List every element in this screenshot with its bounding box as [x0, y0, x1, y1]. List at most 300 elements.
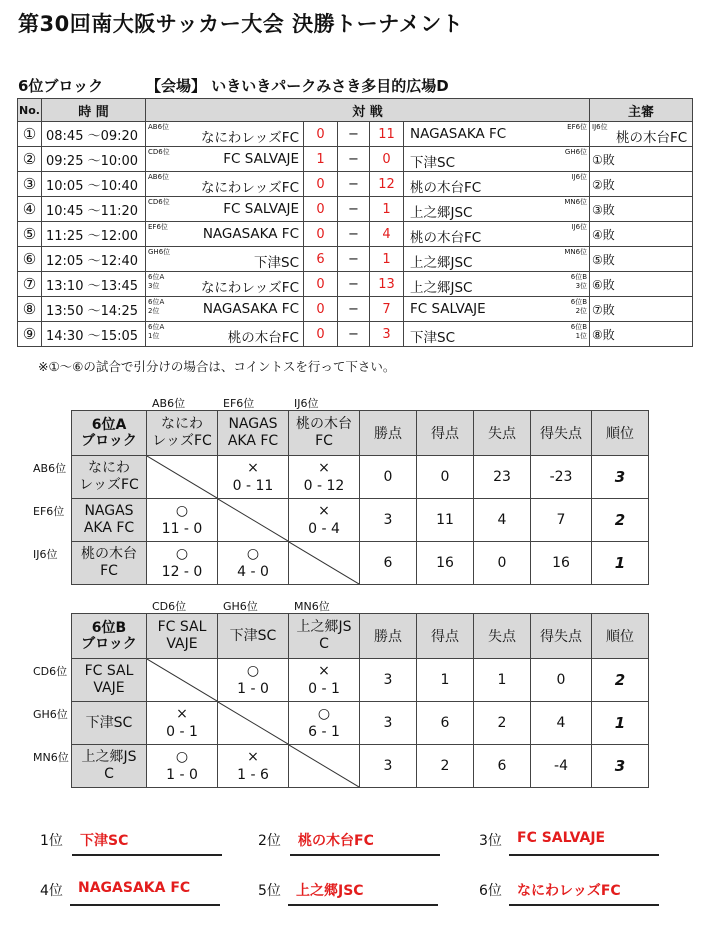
stat-value: 6 [360, 542, 417, 585]
block-label-line: 6位B [91, 620, 127, 636]
row-seed-tag: MN6位 [33, 751, 69, 764]
stat-value: 2 [417, 745, 474, 788]
stat-value: -23 [531, 456, 592, 499]
row-seed-tag: AB6位 [33, 462, 67, 475]
stat-value: 6 [474, 745, 531, 788]
header-referee: 主審 [590, 99, 693, 122]
stat-header: 順位 [592, 411, 649, 456]
referee-cell [590, 222, 693, 247]
away-score: 7 [370, 297, 404, 322]
row-team-line: 下津SC [85, 714, 133, 731]
result-score: 12 - 0 [161, 564, 203, 580]
away-seed-tag: GH6位 [564, 148, 588, 156]
ranking-entry [258, 880, 438, 910]
match-time: 10:45 ～11:20 [42, 197, 146, 222]
rank-value: 2 [592, 659, 649, 702]
away-seed-tag: 6位B [570, 323, 588, 331]
row-team [72, 659, 147, 702]
loss-mark: × [318, 460, 330, 476]
home-seed-tag: CD6位 [148, 148, 170, 156]
stat-value: 7 [531, 499, 592, 542]
result-cell [289, 659, 360, 702]
stat-header: 失点 [474, 614, 531, 659]
referee-cell [590, 297, 693, 322]
away-team-cell [404, 297, 590, 322]
result-cell [147, 745, 218, 788]
result-score: 1 - 0 [166, 767, 198, 783]
match-no: ④ [18, 197, 42, 222]
row-team-line: 上之郷JS [81, 749, 137, 765]
away-seed-tag-2: 2位 [575, 307, 588, 315]
diagonal-cell [147, 659, 218, 702]
column-team [289, 614, 360, 659]
home-team-cell [146, 172, 304, 197]
stat-value: 11 [417, 499, 474, 542]
match-time: 10:05 ～10:40 [42, 172, 146, 197]
score-dash: − [338, 247, 370, 272]
win-mark: ○ [317, 706, 331, 722]
away-team: 上之郷JSC [410, 205, 473, 221]
home-team-cell [146, 322, 304, 347]
block-label [72, 614, 147, 659]
away-seed-tag: IJ6位 [571, 223, 588, 231]
rank-value: 3 [592, 745, 649, 788]
match-no: ⑨ [18, 322, 42, 347]
result-cell [147, 499, 218, 542]
loss-mark: × [247, 460, 259, 476]
column-team [147, 411, 218, 456]
match-row [18, 197, 693, 222]
stat-header: 得失点 [531, 411, 592, 456]
win-mark: ○ [175, 503, 189, 519]
block-label [72, 411, 147, 456]
row-seed-tag: IJ6位 [33, 548, 58, 561]
column-team-line: FC SAL [157, 619, 207, 635]
header-time: 時 間 [42, 99, 146, 122]
away-seed-tag: MN6位 [564, 248, 588, 256]
ranking-team: なにわレッズFC [517, 883, 621, 899]
stat-value: 2 [474, 702, 531, 745]
stat-value: -4 [531, 745, 592, 788]
row-team-line: FC [100, 563, 118, 579]
diagonal-cell [218, 499, 289, 542]
home-seed-tag-2: 1位 [148, 332, 160, 340]
referee-cell [590, 122, 693, 147]
row-team-line: NAGAS [84, 503, 134, 519]
column-team-line: AKA FC [227, 433, 279, 449]
referee: ③敗 [592, 203, 615, 217]
match-time: 13:50 ～14:25 [42, 297, 146, 322]
referee: ⑧敗 [592, 328, 615, 342]
ranking-team: 桃の木台FC [298, 833, 374, 849]
result-cell [218, 745, 289, 788]
home-team: 桃の木台FC [227, 330, 299, 346]
ranking-entry [479, 880, 659, 910]
home-seed-tag: GH6位 [148, 248, 171, 256]
diagonal-cell [147, 456, 218, 499]
home-seed-tag: EF6位 [148, 223, 168, 231]
score-dash: − [338, 197, 370, 222]
away-score: 4 [370, 222, 404, 247]
column-team-line: 上之郷JS [296, 619, 352, 635]
away-seed-tag: IJ6位 [571, 173, 588, 181]
row-team-line: FC SAL [84, 663, 134, 679]
win-mark: ○ [246, 663, 260, 679]
home-team: なにわレッズFC [200, 280, 299, 296]
result-score: 6 - 1 [308, 724, 340, 740]
stat-value: 6 [417, 702, 474, 745]
match-time: 13:10 ～13:45 [42, 272, 146, 297]
home-score: 0 [304, 322, 338, 347]
referee-cell [590, 247, 693, 272]
home-team-cell [146, 222, 304, 247]
stat-value: 0 [417, 456, 474, 499]
column-team-line: C [319, 636, 329, 652]
row-team-line: C [104, 766, 114, 782]
home-team: なにわレッズFC [200, 180, 299, 196]
home-team-cell [146, 247, 304, 272]
diagonal-cell [289, 745, 360, 788]
match-no: ⑥ [18, 247, 42, 272]
result-cell [147, 542, 218, 585]
stat-value: 16 [417, 542, 474, 585]
referee: ④敗 [592, 228, 615, 242]
match-row [18, 147, 693, 172]
stat-header: 順位 [592, 614, 649, 659]
home-score: 6 [304, 247, 338, 272]
ranking-place: 2位 [258, 833, 281, 849]
result-cell [218, 456, 289, 499]
away-score: 13 [370, 272, 404, 297]
stat-value: 4 [474, 499, 531, 542]
match-header-row [18, 99, 693, 122]
result-score: 4 - 0 [237, 564, 269, 580]
loss-mark: × [247, 749, 259, 765]
column-team-line: NAGAS [228, 416, 278, 432]
result-score: 0 - 4 [308, 521, 340, 537]
tiebreak-note: ※①～⑥の試合で引分けの場合は、コイントスを行って下さい。 [38, 359, 396, 374]
result-score: 0 - 1 [308, 681, 340, 697]
stat-value: 3 [360, 702, 417, 745]
away-seed-tag-2: 1位 [575, 332, 588, 340]
column-team-line: なにわ [161, 416, 203, 432]
home-seed-tag-2: 2位 [148, 307, 160, 315]
home-seed-tag: AB6位 [148, 173, 170, 181]
home-score: 1 [304, 147, 338, 172]
match-row [18, 272, 693, 297]
match-time: 11:25 ～12:00 [42, 222, 146, 247]
away-seed-tag: MN6位 [564, 198, 588, 206]
result-score: 0 - 12 [303, 478, 345, 494]
away-score: 11 [370, 122, 404, 147]
stat-header: 勝点 [360, 411, 417, 456]
match-no: ⑧ [18, 297, 42, 322]
block-label-line: ブロック [81, 433, 137, 449]
ranking-entry [258, 830, 438, 860]
ranking-underline [72, 854, 222, 856]
result-score: 0 - 11 [232, 478, 274, 494]
ranking-team: 上之郷JSC [296, 883, 364, 899]
column-seed-tag: MN6位 [294, 600, 330, 613]
ranking-underline [290, 854, 440, 856]
result-score: 11 - 0 [161, 521, 203, 537]
rank-value: 1 [592, 702, 649, 745]
column-team [289, 411, 360, 456]
stat-value: 1 [417, 659, 474, 702]
league-header-row [72, 411, 649, 456]
column-team [218, 614, 289, 659]
page-title: 第30回南大阪サッカー大会 決勝トーナメント [18, 12, 464, 36]
match-no: ⑦ [18, 272, 42, 297]
league-row [72, 745, 649, 788]
match-no: ③ [18, 172, 42, 197]
stat-header: 得点 [417, 411, 474, 456]
score-dash: − [338, 297, 370, 322]
home-team-cell [146, 297, 304, 322]
away-seed-tag: EF6位 [567, 123, 588, 131]
away-seed-tag: 6位B [570, 298, 588, 306]
score-dash: − [338, 222, 370, 247]
row-team-line: レッズFC [79, 477, 139, 493]
home-team: NAGASAKA FC [202, 226, 299, 242]
header-no: No. [18, 99, 42, 122]
away-team: 上之郷JSC [410, 255, 473, 271]
stat-value: 4 [531, 702, 592, 745]
row-team-line: 桃の木台 [81, 546, 137, 562]
score-dash: − [338, 147, 370, 172]
leagueA-table [71, 410, 649, 585]
referee-cell [590, 322, 693, 347]
row-team [72, 745, 147, 788]
home-seed-tag: 6位A [148, 323, 165, 331]
column-team-line: 桃の木台 [296, 416, 352, 432]
diagonal-cell [218, 702, 289, 745]
match-schedule-table [17, 98, 693, 347]
stat-value: 0 [360, 456, 417, 499]
league-row [72, 456, 649, 499]
home-score: 0 [304, 222, 338, 247]
referee: 桃の木台FC [616, 130, 688, 146]
ranking-place: 3位 [479, 833, 502, 849]
block-name: 6位ブロック [18, 77, 104, 95]
away-team-cell [404, 322, 590, 347]
row-seed-tag: GH6位 [33, 708, 68, 721]
away-team-cell [404, 147, 590, 172]
match-row [18, 172, 693, 197]
result-cell [218, 542, 289, 585]
home-seed-tag: CD6位 [148, 198, 170, 206]
away-team-cell [404, 222, 590, 247]
row-team-line: VAJE [93, 680, 125, 696]
stat-header: 失点 [474, 411, 531, 456]
away-score: 12 [370, 172, 404, 197]
match-time: 12:05 ～12:40 [42, 247, 146, 272]
ranking-entry [479, 830, 659, 860]
stat-value: 1 [474, 659, 531, 702]
referee-cell [590, 147, 693, 172]
ranking-place: 1位 [40, 833, 63, 849]
league-row [72, 659, 649, 702]
referee: ⑦敗 [592, 303, 615, 317]
match-time: 09:25 ～10:00 [42, 147, 146, 172]
header-vs: 対 戦 [146, 99, 590, 122]
home-score: 0 [304, 197, 338, 222]
home-seed-tag: 6位A [148, 298, 165, 306]
rank-value: 2 [592, 499, 649, 542]
row-seed-tag: CD6位 [33, 665, 68, 678]
match-no: ② [18, 147, 42, 172]
match-row [18, 322, 693, 347]
referee: ⑥敗 [592, 278, 615, 292]
row-team [72, 702, 147, 745]
result-cell [289, 702, 360, 745]
ranking-underline [288, 904, 438, 906]
away-team-cell [404, 122, 590, 147]
referee-cell [590, 172, 693, 197]
referee-cell [590, 272, 693, 297]
match-row [18, 122, 693, 147]
away-score: 1 [370, 247, 404, 272]
away-score: 1 [370, 197, 404, 222]
away-team-cell [404, 272, 590, 297]
loss-mark: × [318, 663, 330, 679]
stat-header: 勝点 [360, 614, 417, 659]
home-seed-tag: AB6位 [148, 123, 170, 131]
match-row [18, 222, 693, 247]
ranking-team: 下津SC [80, 833, 129, 849]
column-seed-tag: AB6位 [152, 397, 186, 410]
match-no: ① [18, 122, 42, 147]
home-team-cell [146, 147, 304, 172]
away-team: 下津SC [410, 155, 455, 171]
match-row [18, 247, 693, 272]
rank-value: 1 [592, 542, 649, 585]
away-team: NAGASAKA FC [410, 126, 507, 142]
row-team-line: AKA FC [83, 520, 135, 536]
stat-value: 0 [531, 659, 592, 702]
home-score: 0 [304, 122, 338, 147]
match-row [18, 297, 693, 322]
score-dash: − [338, 172, 370, 197]
rank-value: 3 [592, 456, 649, 499]
referee-cell [590, 197, 693, 222]
away-team-cell [404, 172, 590, 197]
league-row [72, 542, 649, 585]
ranking-team: NAGASAKA FC [78, 880, 191, 896]
column-team-line: VAJE [166, 636, 198, 652]
row-team-line: なにわ [88, 460, 130, 476]
away-team: FC SALVAJE [410, 301, 486, 317]
away-team-cell [404, 247, 590, 272]
home-team: NAGASAKA FC [202, 301, 299, 317]
column-team [218, 411, 289, 456]
result-score: 1 - 6 [237, 767, 269, 783]
score-dash: − [338, 122, 370, 147]
column-team-line: 下津SC [229, 627, 277, 644]
away-team: 桃の木台FC [410, 230, 482, 246]
ranking-team: FC SALVAJE [517, 830, 606, 846]
row-seed-tag: EF6位 [33, 505, 65, 518]
venue: 【会場】 いきいきパークみさき多目的広場D [146, 77, 449, 95]
win-mark: ○ [246, 546, 260, 562]
result-cell [218, 659, 289, 702]
ranking-entry [40, 830, 220, 860]
referee-seed-tag: IJ6位 [592, 123, 608, 131]
home-score: 0 [304, 297, 338, 322]
away-score: 3 [370, 322, 404, 347]
column-team [147, 614, 218, 659]
stat-value: 3 [360, 659, 417, 702]
stat-header: 得失点 [531, 614, 592, 659]
home-team: 下津SC [254, 255, 299, 271]
league-row [72, 499, 649, 542]
row-team [72, 542, 147, 585]
match-no: ⑤ [18, 222, 42, 247]
away-team: 上之郷JSC [410, 280, 473, 296]
referee: ②敗 [592, 178, 615, 192]
column-seed-tag: CD6位 [152, 600, 187, 613]
stat-value: 3 [360, 499, 417, 542]
diagonal-cell [289, 542, 360, 585]
home-team: FC SALVAJE [223, 201, 299, 217]
ranking-underline [509, 854, 659, 856]
referee: ⑤敗 [592, 253, 615, 267]
away-seed-tag: 6位B [570, 273, 588, 281]
ranking-underline [70, 904, 220, 906]
away-team: 桃の木台FC [410, 180, 482, 196]
home-seed-tag: 6位A [148, 273, 165, 281]
home-seed-tag-2: 3位 [148, 282, 160, 290]
result-score: 1 - 0 [237, 681, 269, 697]
stat-value: 3 [360, 745, 417, 788]
result-score: 0 - 1 [166, 724, 198, 740]
ranking-entry [40, 880, 220, 910]
away-seed-tag-2: 3位 [575, 282, 588, 290]
column-team-line: FC [315, 433, 333, 449]
stat-value: 23 [474, 456, 531, 499]
away-team-cell [404, 197, 590, 222]
home-team-cell [146, 122, 304, 147]
home-score: 0 [304, 172, 338, 197]
ranking-place: 6位 [479, 883, 502, 899]
stat-header: 得点 [417, 614, 474, 659]
column-seed-tag: IJ6位 [294, 397, 319, 410]
home-team: FC SALVAJE [223, 151, 299, 167]
league-row [72, 702, 649, 745]
referee: ①敗 [592, 153, 615, 167]
away-team: 下津SC [410, 330, 455, 346]
leagueB-table [71, 613, 649, 788]
ranking-underline [509, 904, 659, 906]
column-team-line: レッズFC [152, 433, 212, 449]
result-cell [289, 456, 360, 499]
win-mark: ○ [175, 546, 189, 562]
ranking-place: 5位 [258, 883, 281, 899]
score-dash: − [338, 322, 370, 347]
stat-value: 16 [531, 542, 592, 585]
match-time: 14:30 ～15:05 [42, 322, 146, 347]
result-cell [289, 499, 360, 542]
row-team [72, 499, 147, 542]
block-heading [18, 75, 449, 96]
score-dash: − [338, 272, 370, 297]
home-team-cell [146, 272, 304, 297]
column-seed-tag: EF6位 [223, 397, 255, 410]
loss-mark: × [318, 503, 330, 519]
match-time: 08:45 ～09:20 [42, 122, 146, 147]
home-team: なにわレッズFC [200, 130, 299, 146]
ranking-place: 4位 [40, 883, 63, 899]
